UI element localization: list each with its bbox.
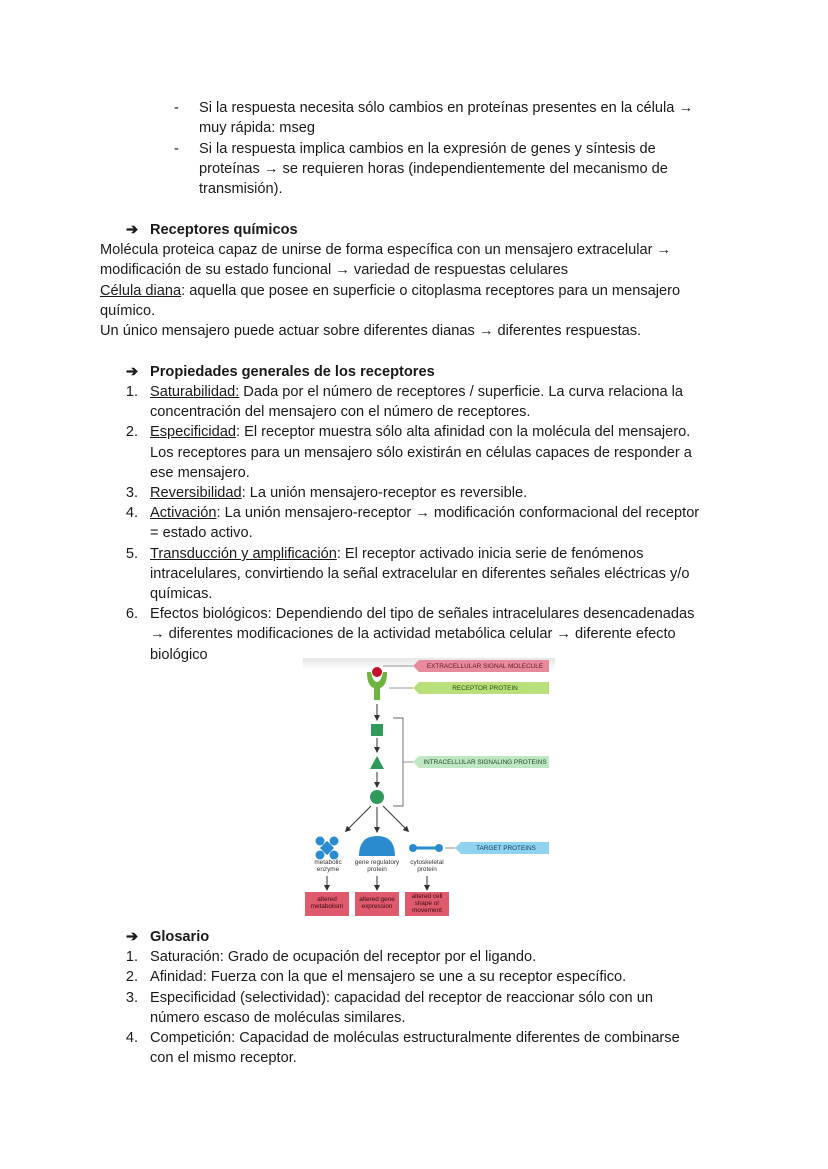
list-item <box>150 483 527 503</box>
output-label: altered gene <box>359 896 395 903</box>
list-text: : La unión mensajero-receptor → modificación conformacional del receptor <box>216 505 700 521</box>
target-label: protein <box>367 866 387 873</box>
list-term: Saturabilidad: <box>150 384 240 400</box>
list-text: : La unión mensajero-receptor es reversible. <box>241 485 528 501</box>
list-line: → diferentes modificaciones de la actividad metabólica celular → diferente efecto <box>150 626 676 642</box>
intro-line: muy rápida: mseg <box>199 120 315 136</box>
term-celula-diana: Célula diana <box>100 283 182 299</box>
list-item <box>150 604 694 624</box>
tag-extracellular: EXTRACELLULAR SIGNAL MOLECULE <box>426 663 544 670</box>
list-item <box>150 422 690 442</box>
signaling-triangle-shape <box>370 756 384 769</box>
paragraph-line: Un único mensajero puede actuar sobre diferentes dianas → diferentes respuestas. <box>100 323 642 339</box>
glossary-item: Saturación: Grado de ocupación del receptor por el ligando. <box>150 949 537 965</box>
output-label: shape or <box>414 900 440 907</box>
pathway-arrow <box>383 806 407 830</box>
tag-intracellular: INTRACELLULAR SIGNALING PROTEINS <box>423 759 547 766</box>
output-label: altered <box>317 896 337 903</box>
list-number: 1. <box>125 949 138 965</box>
list-number: 1. <box>125 384 138 400</box>
list-number: 2. <box>125 969 138 985</box>
target-label: cytoskeletal <box>410 859 444 866</box>
list-line: = estado activo. <box>150 525 253 541</box>
pathway-arrow <box>347 806 371 830</box>
glossary-item: Competición: Capacidad de moléculas estructuralmente diferentes de combinarse <box>150 1030 680 1046</box>
glossary-item: Especificidad (selectividad): capacidad del receptor de reaccionar sólo con un <box>150 990 653 1006</box>
arrow-bullet-icon: ➔ <box>126 222 139 238</box>
section-heading: Propiedades generales de los receptores <box>150 364 435 380</box>
target-label: gene regulatory <box>354 859 400 866</box>
list-text: Efectos biológicos: Dependiendo del tipo de señales intracelulares desencadenadas <box>150 606 695 622</box>
target-label: protein <box>417 866 437 873</box>
list-line: concentración del mensajero con el número de receptores. <box>150 404 531 420</box>
bullet-dash: - <box>174 141 179 157</box>
intro-line: Si la respuesta necesita sólo cambios en proteínas presentes en la célula → <box>199 100 694 116</box>
bracket-line <box>393 718 403 806</box>
gene-regulatory-protein-shape <box>359 836 395 856</box>
section-heading: Receptores químicos <box>150 222 298 238</box>
list-number: 3. <box>125 990 138 1006</box>
paragraph-line: Molécula proteica capaz de unirse de forma específica con un mensajero extracelular → <box>100 242 672 258</box>
list-number: 3. <box>125 485 138 501</box>
paragraph-line <box>100 281 680 301</box>
metabolic-enzyme-shape <box>316 837 339 860</box>
arrow-bullet-icon: ➔ <box>126 929 139 945</box>
list-term: Transducción y amplificación <box>150 546 337 562</box>
intro-line: proteínas → se requieren horas (independientemente del mecanismo de <box>199 161 668 177</box>
paragraph-line: modificación de su estado funcional → variedad de respuestas celulares <box>100 262 569 278</box>
arrow-bullet-icon: ➔ <box>126 364 139 380</box>
output-label: metabolism <box>310 903 344 910</box>
list-item <box>150 382 683 402</box>
intro-line: transmisión). <box>199 181 283 197</box>
list-number: 4. <box>125 1030 138 1046</box>
signaling-figure <box>303 658 555 920</box>
tag-target: TARGET PROTEINS <box>476 845 536 852</box>
list-text: : El receptor activado inicia serie de fenómenos <box>336 546 644 562</box>
cytoskeletal-protein-shape <box>409 844 443 852</box>
signaling-square-shape <box>371 724 383 736</box>
section-heading: Glosario <box>150 929 210 945</box>
list-line: intracelulares, convirtiendo la señal extracelular en diferentes señales eléctricas y/o <box>150 566 690 582</box>
term-definition: : aquella que posee en superficie o citoplasma receptores para un mensajero <box>181 283 681 299</box>
intro-line: Si la respuesta implica cambios en la expresión de genes y síntesis de <box>199 141 656 157</box>
output-label: expression <box>361 903 393 910</box>
list-line: Los receptores para un mensajero sólo existirán en células capaces de responder a <box>150 445 692 461</box>
list-number: 4. <box>125 505 138 521</box>
target-label: enzyme <box>316 866 340 873</box>
list-item <box>150 503 699 523</box>
list-number: 5. <box>125 546 138 562</box>
list-term: Reversibilidad <box>150 485 242 501</box>
list-term: Especificidad <box>150 424 236 440</box>
output-label: movement <box>412 907 442 914</box>
list-text: : El receptor muestra sólo alta afinidad con la molécula del mensajero. <box>236 424 691 440</box>
list-text: Dada por el número de receptores / superficie. La curva relaciona la <box>239 384 683 400</box>
bullet-dash: - <box>174 100 179 116</box>
list-line: biológico <box>150 647 208 663</box>
signaling-diagram <box>303 658 555 920</box>
glossary-line: número escaso de moléculas similares. <box>150 1010 406 1026</box>
glossary-line: con el mismo receptor. <box>150 1050 297 1066</box>
list-number: 6. <box>125 606 138 622</box>
list-line: ese mensajero. <box>150 465 250 481</box>
list-line: químicas. <box>150 586 213 602</box>
list-item <box>150 544 643 564</box>
glossary-item: Afinidad: Fuerza con la que el mensajero se une a su receptor específico. <box>150 969 627 985</box>
list-term: Activación <box>150 505 217 521</box>
signal-molecule-shape <box>372 667 382 677</box>
output-label: altered cell <box>411 893 443 900</box>
signaling-circle-shape <box>370 790 384 804</box>
list-number: 2. <box>125 424 138 440</box>
target-label: metabolic <box>314 859 342 866</box>
paragraph-line: químico. <box>100 303 156 319</box>
tag-receptor: RECEPTOR PROTEIN <box>452 685 518 692</box>
